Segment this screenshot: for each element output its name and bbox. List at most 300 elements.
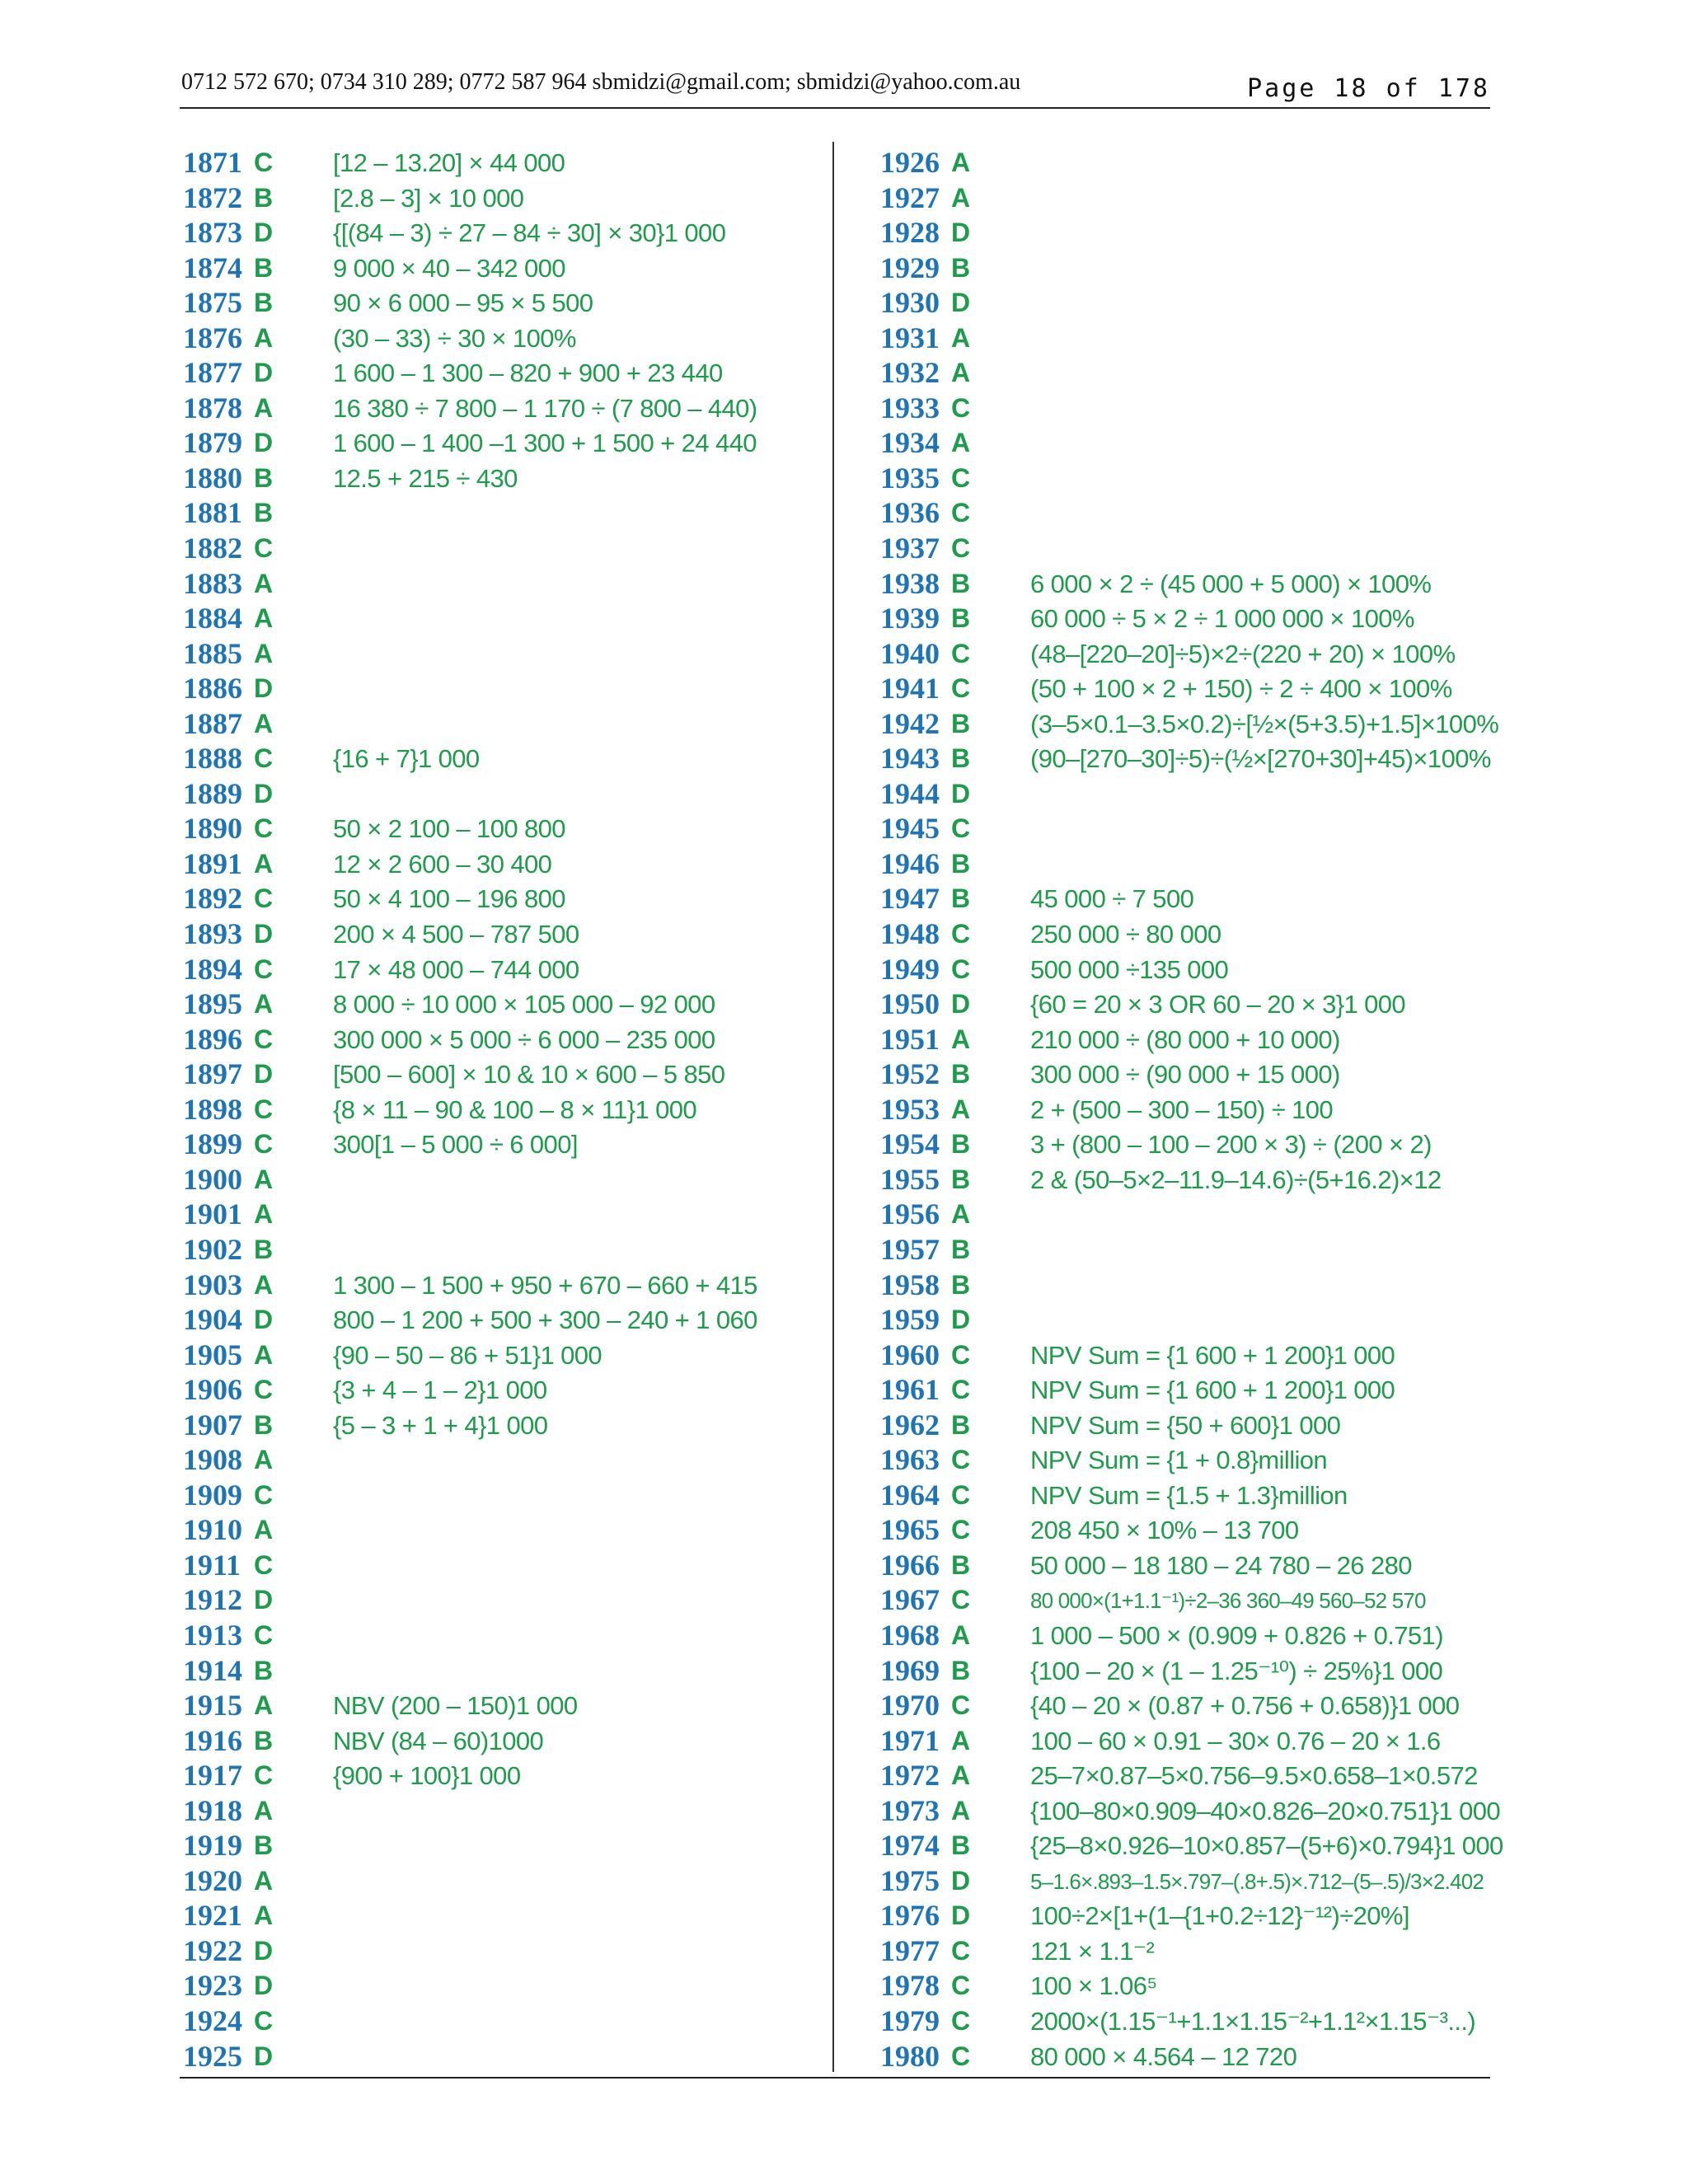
answer-row [880, 1127, 1507, 1162]
working-formula: {3 + 4 – 1 – 2}1 000 [333, 1376, 547, 1405]
answer-letter: C [951, 1339, 971, 1370]
question-number: 1972 [880, 1759, 940, 1793]
working-formula: 45 000 ÷ 7 500 [1030, 884, 1194, 914]
working-formula: 300 000 ÷ (90 000 + 15 000) [1030, 1060, 1340, 1090]
answer-letter: B [951, 1655, 971, 1685]
answer-row [880, 1372, 1507, 1408]
question-number: 1928 [880, 216, 940, 250]
question-number: 1959 [880, 1303, 940, 1337]
question-number: 1930 [880, 286, 940, 320]
question-number: 1889 [183, 776, 242, 810]
answer-row [880, 1092, 1507, 1127]
working-formula: 100 – 60 × 0.91 – 30× 0.76 – 20 × 1.6 [1030, 1726, 1441, 1755]
answer-letter: C [951, 2041, 971, 2071]
question-number: 1890 [183, 812, 242, 846]
working-formula: 2000×(1.15⁻¹+1.1×1.15⁻²+1.1²×1.15⁻³...) [1030, 2006, 1476, 2036]
question-number: 1883 [183, 566, 242, 600]
answer-row [880, 1442, 1507, 1478]
question-number: 1875 [183, 286, 242, 320]
answer-row [183, 1793, 809, 1829]
answer-letter: B [951, 603, 971, 634]
answer-row [183, 1758, 809, 1793]
left-answer-column [183, 145, 809, 2074]
answer-row [183, 1828, 809, 1863]
answer-row [880, 1793, 1507, 1829]
answer-row [880, 1688, 1507, 1723]
working-formula: 8 000 ÷ 10 000 × 105 000 – 92 000 [333, 990, 715, 1019]
answer-row [183, 1688, 809, 1723]
answer-letter: B [254, 252, 274, 283]
question-number: 1958 [880, 1268, 940, 1301]
question-number: 1873 [183, 216, 242, 250]
answer-row [183, 425, 809, 461]
question-number: 1903 [183, 1268, 242, 1301]
working-formula: 80 000 × 4.564 – 12 720 [1030, 2041, 1297, 2071]
answer-letter: C [951, 498, 971, 528]
answer-row [880, 1653, 1507, 1689]
working-formula: 16 380 ÷ 7 800 – 1 170 ÷ (7 800 – 440) [333, 393, 757, 423]
question-number: 1979 [880, 2004, 940, 2037]
answer-row [880, 1863, 1507, 1899]
answer-letter: B [951, 1059, 971, 1090]
working-formula: 17 × 48 000 – 744 000 [333, 954, 579, 984]
footer-rule [180, 2077, 1490, 2079]
question-number: 1876 [183, 321, 242, 354]
answer-letter: A [951, 1094, 971, 1124]
answer-row [880, 531, 1507, 566]
working-formula: [12 – 13.20] × 44 000 [333, 148, 565, 177]
answer-letter: C [254, 1479, 274, 1510]
question-number: 1881 [183, 496, 242, 530]
working-formula: (90–[270–30]÷5)÷(½×[270+30]+45)×100% [1030, 744, 1491, 774]
answer-letter: B [254, 1725, 274, 1755]
answer-row [880, 425, 1507, 461]
answer-row [880, 1232, 1507, 1268]
working-formula: 1 000 – 500 × (0.909 + 0.826 + 0.751) [1030, 1620, 1443, 1650]
working-formula: NPV Sum = {1 + 0.8}million [1030, 1446, 1328, 1475]
question-number: 1941 [880, 672, 940, 705]
answer-row [183, 1478, 809, 1513]
answer-letter: B [951, 1830, 971, 1861]
question-number: 1956 [880, 1197, 940, 1231]
answer-letter: C [254, 954, 274, 984]
answer-row [880, 2039, 1507, 2074]
working-formula: 50 × 4 100 – 196 800 [333, 884, 565, 914]
answer-row [880, 461, 1507, 496]
answer-row [183, 145, 809, 180]
question-number: 1897 [183, 1057, 242, 1091]
question-number: 1978 [880, 1969, 940, 2003]
question-number: 1913 [183, 1618, 242, 1652]
question-number: 1969 [880, 1653, 940, 1687]
question-number: 1953 [880, 1092, 940, 1126]
working-formula: 300 000 × 5 000 ÷ 6 000 – 235 000 [333, 1024, 715, 1054]
question-number: 1906 [183, 1373, 242, 1407]
answer-row [183, 846, 809, 882]
answer-row [880, 1828, 1507, 1863]
working-formula: 1 600 – 1 400 –1 300 + 1 500 + 24 440 [333, 429, 757, 458]
working-formula: 200 × 4 500 – 787 500 [333, 920, 579, 949]
answer-letter: A [254, 1900, 274, 1931]
question-number: 1905 [183, 1338, 242, 1371]
answer-row [183, 1618, 809, 1653]
answer-row [880, 566, 1507, 602]
answer-letter: B [254, 1655, 274, 1685]
answer-row [880, 355, 1507, 391]
answer-row [183, 1338, 809, 1373]
question-number: 1879 [183, 426, 242, 460]
answer-letter: B [254, 182, 274, 213]
question-number: 1936 [880, 496, 940, 530]
answer-letter: C [951, 919, 971, 949]
question-number: 1980 [880, 2039, 940, 2073]
answer-letter: B [951, 1234, 971, 1264]
question-number: 1962 [880, 1408, 940, 1441]
answer-letter: A [254, 1164, 274, 1194]
question-number: 1927 [880, 180, 940, 214]
answer-letter: D [254, 2041, 274, 2071]
answer-letter: C [254, 533, 274, 564]
question-number: 1967 [880, 1583, 940, 1617]
answer-row [183, 1302, 809, 1338]
question-number: 1938 [880, 566, 940, 600]
answer-row [880, 1898, 1507, 1933]
answer-row [880, 1408, 1507, 1443]
question-number: 1900 [183, 1162, 242, 1196]
answer-letter: D [951, 218, 971, 248]
answer-letter: C [951, 462, 971, 493]
question-number: 1898 [183, 1092, 242, 1126]
question-number: 1932 [880, 356, 940, 390]
question-number: 1935 [880, 461, 940, 494]
answer-row [880, 1968, 1507, 2004]
answer-row [183, 811, 809, 846]
answer-letter: D [254, 218, 274, 248]
working-formula: {40 – 20 × (0.87 + 0.756 + 0.658)}1 000 [1030, 1691, 1460, 1721]
working-formula: {90 – 50 – 86 + 51}1 000 [333, 1340, 603, 1370]
question-number: 1894 [183, 952, 242, 986]
answer-row [183, 1968, 809, 2004]
answer-row [183, 1723, 809, 1759]
answer-letter: A [254, 322, 274, 353]
answer-letter: C [951, 813, 971, 844]
question-number: 1915 [183, 1689, 242, 1722]
question-number: 1977 [880, 1933, 940, 1967]
working-formula: 6 000 × 2 ÷ (45 000 + 5 000) × 100% [1030, 569, 1432, 598]
question-number: 1937 [880, 532, 940, 565]
answer-row [183, 215, 809, 251]
answer-row [880, 215, 1507, 251]
question-number: 1904 [183, 1303, 242, 1337]
question-number: 1912 [183, 1583, 242, 1617]
answer-letter: D [254, 919, 274, 949]
answer-row [183, 1232, 809, 1268]
answer-row [880, 1582, 1507, 1618]
answer-row [183, 1863, 809, 1899]
answer-letter: B [951, 1409, 971, 1440]
answer-row [183, 1408, 809, 1443]
answer-letter: C [254, 1619, 274, 1650]
answer-row [183, 180, 809, 216]
question-number: 1884 [183, 602, 242, 635]
question-number: 1954 [880, 1127, 940, 1161]
answer-row [183, 1092, 809, 1127]
question-number: 1885 [183, 636, 242, 670]
answer-letter: A [254, 1339, 274, 1370]
question-number: 1949 [880, 952, 940, 986]
answer-row [183, 1127, 809, 1162]
answer-letter: B [254, 462, 274, 493]
answer-letter: B [951, 1549, 971, 1580]
question-number: 1916 [183, 1723, 242, 1757]
answer-row [880, 1723, 1507, 1759]
answer-letter: A [254, 1795, 274, 1825]
question-number: 1964 [880, 1478, 940, 1511]
working-formula: NPV Sum = {1 600 + 1 200}1 000 [1030, 1340, 1395, 1370]
working-formula: 25–7×0.87–5×0.756–9.5×0.658–1×0.572 [1030, 1761, 1478, 1791]
answer-letter: C [254, 1024, 274, 1054]
right-answer-column [880, 145, 1507, 2074]
answer-row [183, 1548, 809, 1583]
question-number: 1939 [880, 602, 940, 635]
question-number: 1874 [183, 251, 242, 284]
question-number: 1887 [183, 706, 242, 740]
working-formula: 300[1 – 5 000 ÷ 6 000] [333, 1130, 578, 1160]
question-number: 1944 [880, 776, 940, 810]
question-number: 1952 [880, 1057, 940, 1091]
answer-letter: D [254, 1585, 274, 1615]
answer-row [880, 1548, 1507, 1583]
answer-row [183, 1057, 809, 1092]
question-number: 1951 [880, 1022, 940, 1056]
working-formula: 1 300 – 1 500 + 950 + 670 – 660 + 415 [333, 1270, 757, 1300]
question-number: 1922 [183, 1933, 242, 1967]
question-number: 1877 [183, 356, 242, 390]
answer-letter: A [951, 358, 971, 388]
answer-row [183, 636, 809, 672]
answer-letter: C [951, 533, 971, 564]
working-formula: 800 – 1 200 + 500 + 300 – 240 + 1 060 [333, 1305, 757, 1335]
question-number: 1961 [880, 1373, 940, 1407]
answer-letter: C [951, 1515, 971, 1545]
answer-row [183, 461, 809, 496]
working-formula: 80 000×(1+1.1⁻¹)÷2–36 360–49 560–52 570 [1030, 1588, 1426, 1614]
answer-letter: C [254, 148, 274, 177]
answer-row [880, 1933, 1507, 1969]
answer-row [880, 2004, 1507, 2039]
working-formula: 100÷2×[1+(1–{1+0.2÷12}⁻¹²)÷20%] [1030, 1901, 1409, 1931]
contact-info: 0712 572 670; 0734 310 289; 0772 587 964 sbmidzi@gmail.com; sbmidzi@yahoo.com.au [181, 69, 1021, 95]
answer-row [183, 2004, 809, 2039]
answer-row [880, 321, 1507, 356]
answer-row [880, 952, 1507, 987]
question-number: 1892 [183, 882, 242, 916]
answer-letter: B [254, 498, 274, 528]
answer-row [183, 1512, 809, 1548]
answer-row [183, 285, 809, 321]
question-number: 1880 [183, 461, 242, 494]
answer-letter: A [254, 1269, 274, 1300]
question-number: 1934 [880, 426, 940, 460]
working-formula: 9 000 × 40 – 342 000 [333, 253, 565, 283]
answer-letter: C [951, 1585, 971, 1615]
working-formula: (48–[220–20]÷5)×2÷(220 + 20) × 100% [1030, 639, 1456, 668]
answer-row [183, 1268, 809, 1303]
working-formula: 210 000 ÷ (80 000 + 10 000) [1030, 1024, 1340, 1054]
answer-letter: A [254, 1199, 274, 1230]
working-formula: NBV (84 – 60)1000 [333, 1726, 544, 1755]
question-number: 1909 [183, 1478, 242, 1511]
question-number: 1942 [880, 706, 940, 740]
question-number: 1929 [880, 251, 940, 284]
answer-row [183, 741, 809, 776]
answer-row [880, 811, 1507, 846]
answer-letter: A [254, 989, 274, 1019]
answer-letter: D [951, 1305, 971, 1335]
answer-row [183, 495, 809, 531]
answer-row [183, 1653, 809, 1689]
question-number: 1886 [183, 672, 242, 705]
answer-letter: D [254, 428, 274, 458]
question-number: 1943 [880, 742, 940, 776]
answer-letter: A [951, 428, 971, 458]
question-number: 1901 [183, 1197, 242, 1231]
answer-letter: B [951, 1129, 971, 1160]
answer-row [880, 1478, 1507, 1513]
answer-letter: C [951, 954, 971, 984]
answer-row [880, 601, 1507, 636]
answer-row [183, 916, 809, 952]
page-header [180, 64, 1490, 109]
answer-row [880, 391, 1507, 426]
answer-row [880, 1057, 1507, 1092]
answer-letter: A [254, 708, 274, 738]
question-number: 1896 [183, 1022, 242, 1056]
question-number: 1971 [880, 1723, 940, 1757]
question-number: 1920 [183, 1863, 242, 1897]
answer-letter: B [951, 708, 971, 738]
answer-letter: A [254, 1865, 274, 1896]
question-number: 1888 [183, 742, 242, 776]
question-number: 1955 [880, 1162, 940, 1196]
working-formula: (3–5×0.1–3.5×0.2)÷[½×(5+3.5)+1.5]×100% [1030, 709, 1499, 738]
question-number: 1970 [880, 1689, 940, 1722]
answer-letter: B [951, 743, 971, 774]
answer-row [880, 1162, 1507, 1197]
working-formula: {900 + 100}1 000 [333, 1761, 521, 1791]
answer-row [183, 1933, 809, 1969]
answer-letter: A [254, 638, 274, 668]
question-number: 1914 [183, 1653, 242, 1687]
answer-row [880, 145, 1507, 180]
answer-row [880, 741, 1507, 776]
answer-row [183, 1197, 809, 1232]
answer-letter: C [951, 673, 971, 704]
answer-row [880, 1268, 1507, 1303]
working-formula: {5 – 3 + 1 + 4}1 000 [333, 1410, 548, 1440]
answer-row [880, 1338, 1507, 1373]
answer-row [183, 671, 809, 706]
question-number: 1968 [880, 1618, 940, 1652]
question-number: 1974 [880, 1829, 940, 1863]
answer-row [183, 1162, 809, 1197]
question-number: 1960 [880, 1338, 940, 1371]
question-number: 1925 [183, 2039, 242, 2073]
answer-row [183, 881, 809, 916]
question-number: 1963 [880, 1443, 940, 1477]
answer-row [880, 1512, 1507, 1548]
working-formula: 60 000 ÷ 5 × 2 ÷ 1 000 000 × 100% [1030, 604, 1414, 634]
working-formula: 121 × 1.1⁻² [1030, 1936, 1155, 1966]
working-formula: {16 + 7}1 000 [333, 744, 480, 774]
answer-row [880, 987, 1507, 1022]
answer-letter: A [254, 1690, 274, 1721]
answer-letter: D [254, 673, 274, 704]
answer-row [183, 601, 809, 636]
question-number: 1895 [183, 987, 242, 1021]
answer-row [880, 1197, 1507, 1232]
answer-row [880, 251, 1507, 286]
answer-row [183, 776, 809, 812]
question-number: 1950 [880, 987, 940, 1021]
answer-letter: B [254, 288, 274, 318]
answer-letter: A [254, 1445, 274, 1475]
question-number: 1908 [183, 1443, 242, 1477]
answer-letter: C [254, 1549, 274, 1580]
question-number: 1882 [183, 532, 242, 565]
answer-row [880, 706, 1507, 742]
question-number: 1872 [183, 180, 242, 214]
answer-letter: A [951, 1199, 971, 1230]
answer-row [880, 1022, 1507, 1057]
working-formula: {[(84 – 3) ÷ 27 – 84 ÷ 30] × 30}1 000 [333, 218, 726, 248]
question-number: 1893 [183, 917, 242, 951]
answer-letter: A [951, 1725, 971, 1755]
working-formula: {100 – 20 × (1 – 1.25⁻¹⁰) ÷ 25%}1 000 [1030, 1656, 1443, 1685]
answer-letter: C [951, 1971, 971, 2001]
answer-row [880, 846, 1507, 882]
working-formula: 2 + (500 – 300 – 150) ÷ 100 [1030, 1094, 1334, 1124]
answer-letter: D [951, 989, 971, 1019]
question-number: 1975 [880, 1863, 940, 1897]
answer-row [183, 1898, 809, 1933]
answer-letter: A [951, 1024, 971, 1054]
answer-letter: D [951, 1865, 971, 1896]
working-formula: 12.5 + 215 ÷ 430 [333, 463, 518, 493]
question-number: 1911 [183, 1548, 241, 1582]
answer-letter: D [254, 1305, 274, 1335]
question-number: 1924 [183, 2004, 242, 2037]
question-number: 1948 [880, 917, 940, 951]
working-formula: {60 = 20 × 3 OR 60 – 20 × 3}1 000 [1030, 990, 1406, 1019]
answer-row [183, 952, 809, 987]
working-formula: NBV (200 – 150)1 000 [333, 1691, 578, 1721]
question-number: 1965 [880, 1513, 940, 1547]
working-formula: {100–80×0.909–40×0.826–20×0.751}1 000 [1030, 1796, 1501, 1825]
answer-letter: A [254, 603, 274, 634]
working-formula: 5–1.6×.893–1.5×.797–(.8+.5)×.712–(5–.5)/3×2.402 [1030, 1868, 1484, 1894]
answer-letter: B [951, 848, 971, 879]
answer-letter: A [951, 1760, 971, 1791]
working-formula: [500 – 600] × 10 & 10 × 600 – 5 850 [333, 1060, 725, 1090]
answer-letter: A [951, 1619, 971, 1650]
question-number: 1891 [183, 846, 242, 880]
answer-row [183, 251, 809, 286]
answer-row [880, 916, 1507, 952]
answer-row [183, 531, 809, 566]
answer-letter: A [951, 1795, 971, 1825]
answer-row [880, 495, 1507, 531]
